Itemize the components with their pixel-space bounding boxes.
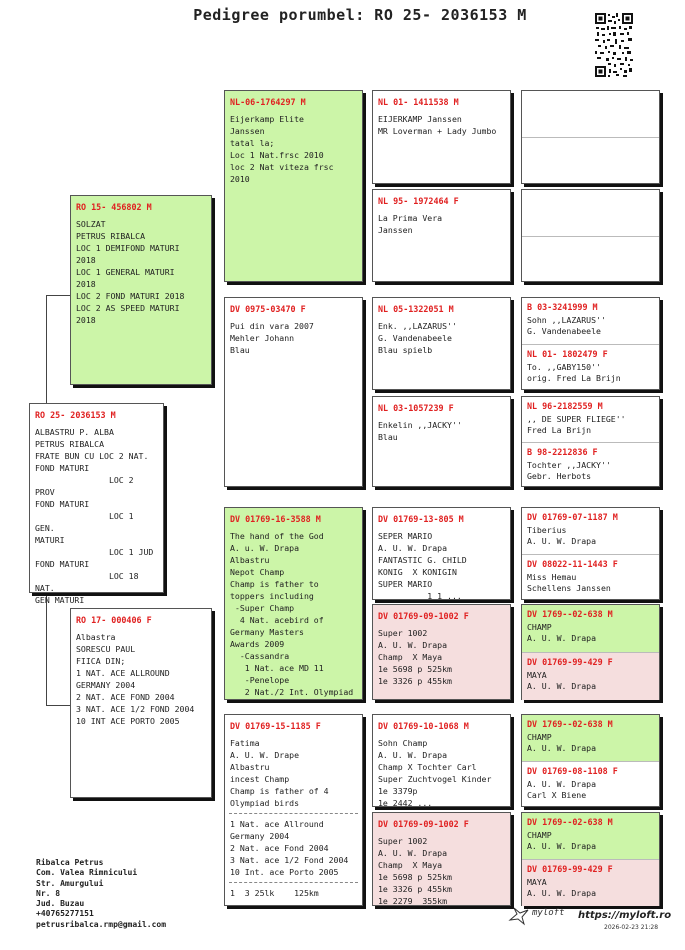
gen4-card[interactable] — [521, 189, 660, 282]
ring-number: NL 01- 1802479 F — [527, 349, 608, 359]
gen3-card[interactable] — [372, 714, 511, 807]
pigeon-info: Fatima A. U. W. Drape Albastru incest Champ Champ is father of 4 Olympiad birds — [230, 738, 329, 808]
ring-number: NL 01- 1411538 M — [378, 97, 459, 107]
gen4-dam — [522, 344, 659, 390]
gen4-sire — [522, 397, 659, 442]
pigeon-info: Pui din vara 2007 Mehler Johann Blau — [230, 321, 314, 355]
gen4-card[interactable] — [521, 297, 660, 390]
pigeon-info: Super 1002 A. U. W. Drapa Champ X Maya 1e 5698 p 525km 1e 3326 p 455km — [378, 628, 452, 686]
subject-card[interactable] — [29, 403, 164, 605]
ring-number: NL 96-2182559 M — [527, 401, 603, 411]
ring-number: NL 03-1057239 F — [378, 403, 454, 413]
ring-number: RO 15- 456802 M — [76, 202, 152, 212]
ring-number: DV 01769-10-1068 M — [378, 721, 469, 731]
gen4-dam — [522, 761, 659, 807]
sire-card[interactable] — [70, 195, 212, 385]
gen4-dam — [522, 442, 659, 487]
ring-number: DV 01769-99-429 F — [527, 864, 613, 874]
ring-number: DV 01769-09-1002 F — [378, 611, 469, 621]
gen4-sire — [522, 605, 659, 652]
gen4-sire — [522, 508, 659, 554]
pigeon-info: MAYA A. U. W. Drapa — [527, 877, 597, 898]
pigeon-info: CHAMP A. U. W. Drapa — [527, 622, 597, 643]
ring-number: DV 1769--02-638 M — [527, 609, 613, 619]
pigeon-info: Sohn Champ A. U. W. Drapa Champ X Tochter Carl Super Zuchtvogel Kinder 1e 3379p 1e 2442 ... — [378, 738, 492, 808]
gen3-card[interactable] — [372, 812, 511, 906]
pigeon-info: EIJERKAMP Janssen MR Loverman + Lady Jumbo — [378, 114, 497, 136]
ring-number: DV 01769-15-1185 F — [230, 721, 321, 731]
gen3-card[interactable] — [372, 189, 511, 282]
connector-line — [46, 295, 70, 296]
pigeon-info: ,, DE SUPER FLIEGE'' Fred La Brijn — [527, 414, 626, 435]
grandparent-card[interactable] — [224, 507, 363, 700]
ring-number: DV 01769-08-1108 F — [527, 766, 618, 776]
brand-name: myloft — [532, 908, 565, 918]
pigeon-info: Eijerkamp Elite Janssen tatal la; Loc 1 Nat.frsc 2010 loc 2 Nat viteza frsc 2010 — [230, 114, 334, 184]
myloft-logo-icon — [508, 906, 530, 926]
ring-number: DV 01769-07-1187 M — [527, 512, 618, 522]
gen4-empty-slot — [522, 137, 659, 183]
gen4-dam — [522, 554, 659, 600]
gen4-card[interactable] — [521, 507, 660, 600]
gen4-card[interactable] — [521, 604, 660, 700]
grandparent-card[interactable] — [224, 297, 363, 487]
pigeon-info: Miss Hemau Schellens Janssen — [527, 572, 611, 593]
gen4-empty-slot — [522, 236, 659, 281]
pigeon-info: SOLZAT PETRUS RIBALCA LOC 1 DEMIFOND MATURI 2018 LOC 1 GENERAL MATURI 2018 LOC 2 FOND MATURI 2018 LOC 2 AS SPEED MATURI 2018 — [76, 219, 185, 325]
ring-number: RO 25- 2036153 M — [35, 410, 116, 420]
ring-number: DV 01769-09-1002 F — [378, 819, 469, 829]
dam-card[interactable] — [70, 608, 212, 798]
pigeon-info: CHAMP A. U. W. Drapa — [527, 830, 597, 851]
pigeon-info: Tiberius A. U. W. Drapa — [527, 525, 597, 546]
connector-line — [46, 705, 70, 706]
ring-number: DV 0975-03470 F — [230, 304, 306, 314]
gen4-sire — [522, 715, 659, 761]
gen4-empty-slot — [522, 91, 659, 137]
ring-number: DV 08022-11-1443 F — [527, 559, 618, 569]
gen4-dam — [522, 859, 659, 906]
grandparent-card[interactable] — [224, 714, 363, 906]
ring-number: DV 01769-16-3588 M — [230, 514, 321, 524]
ring-number: DV 01769-99-429 F — [527, 657, 613, 667]
pigeon-info: A. U. W. Drapa Carl X Biene — [527, 779, 597, 800]
pigeon-info: SEPER MARIO A. U. W. Drapa FANTASTIC G. CHILD KONIG X KONIGIN SUPER MARIO 1 1 ... — [378, 531, 467, 601]
pigeon-results: 1 Nat. ace Allround Germany 2004 2 Nat. ace Fond 2004 3 Nat. ace 1/2 Fond 2004 10 Int. ace Porto 2005 — [230, 819, 349, 877]
gen3-card[interactable] — [372, 507, 511, 600]
gen4-empty-slot — [522, 190, 659, 236]
gen4-sire — [522, 813, 659, 859]
ring-number: NL-06-1764297 M — [230, 97, 306, 107]
ring-number: B 03-3241999 M — [527, 302, 598, 312]
pigeon-info: Albastra SORESCU PAUL FIICA DIN; 1 NAT. ACE ALLROUND GERMANY 2004 2 NAT. ACE FOND 2004 3 NAT. ACE 1/2 FOND 2004 10 INT ACE PORTO 2005 — [76, 632, 195, 726]
gen3-card[interactable] — [372, 396, 511, 487]
pigeon-info: CHAMP A. U. W. Drapa — [527, 732, 597, 753]
gen4-card[interactable] — [521, 812, 660, 906]
connector-line — [46, 295, 47, 403]
ring-number: DV 1769--02-638 M — [527, 719, 613, 729]
gen4-card[interactable] — [521, 714, 660, 807]
pigeon-info: MAYA A. U. W. Drapa — [527, 670, 597, 691]
qr-code-icon — [594, 12, 634, 78]
ring-number: NL 95- 1972464 F — [378, 196, 459, 206]
pigeon-info: To. ,,GABY150'' orig. Fred La Brijn — [527, 362, 621, 383]
pigeon-results-more: 1 3 25lk 125km — [230, 888, 319, 898]
pigeon-info: The hand of the God A. u. W. Drapa Albastru Nepot Champ Champ is father to toppers including -Super Champ 4 Nat. acebird of Germany Masters Awards 2009 -Cassandra 1 Nat. ace MD 11 -Penelope 2 Nat./2 Int. Olympiad — [230, 531, 354, 697]
gen4-dam — [522, 652, 659, 700]
pigeon-info: Super 1002 A. U. W. Drapa Champ X Maya 1e 5698 p 525km 1e 3326 p 455km 1e 2279 355km — [378, 836, 452, 906]
website-link[interactable]: https://myloft.ro — [578, 910, 672, 921]
ring-number: RO 17- 000406 F — [76, 615, 152, 625]
ring-number: NL 05-1322051 M — [378, 304, 454, 314]
gen3-card[interactable] — [372, 90, 511, 184]
gen4-sire — [522, 298, 659, 344]
owner-contact: Ribalca Petrus Com. Valea Rimnicului Str. Amurgului Nr. 8 Jud. Buzau +40765277151 petrusribalca.rmp@gmail.com — [36, 858, 167, 929]
gen4-card[interactable] — [521, 396, 660, 487]
pigeon-info: Enk. ,,LAZARUS'' G. Vandenabeele Blau spielb — [378, 321, 457, 355]
ring-number: DV 1769--02-638 M — [527, 817, 613, 827]
gen3-card[interactable] — [372, 297, 511, 390]
gen3-card[interactable] — [372, 604, 511, 700]
connector-line — [46, 593, 47, 705]
grandparent-card[interactable] — [224, 90, 363, 282]
timestamp: 2026-02-23 21:28 — [604, 924, 659, 931]
page-title: Pedigree porumbel: RO 25- 2036153 M — [193, 6, 527, 24]
pigeon-info: La Prima Vera Janssen — [378, 213, 443, 235]
pigeon-info: ALBASTRU P. ALBA PETRUS RIBALCA FRATE BUN CU LOC 2 NAT. FOND MATURI LOC 2 PROV FOND MATURI LOC 1 GEN. MATURI LOC 1 JUD FOND MATURI LOC 18 NAT. GEN MATURI — [35, 427, 154, 605]
ring-number: DV 01769-13-805 M — [378, 514, 464, 524]
pigeon-info: Enkelin ,,JACKY'' Blau — [378, 420, 462, 442]
pigeon-info: Sohn ,,LAZARUS'' G. Vandenabeele — [527, 315, 606, 336]
ring-number: B 98-2212836 F — [527, 447, 598, 457]
gen4-card[interactable] — [521, 90, 660, 184]
pigeon-info: Tochter ,,JACKY'' Gebr. Herbots — [527, 460, 611, 481]
